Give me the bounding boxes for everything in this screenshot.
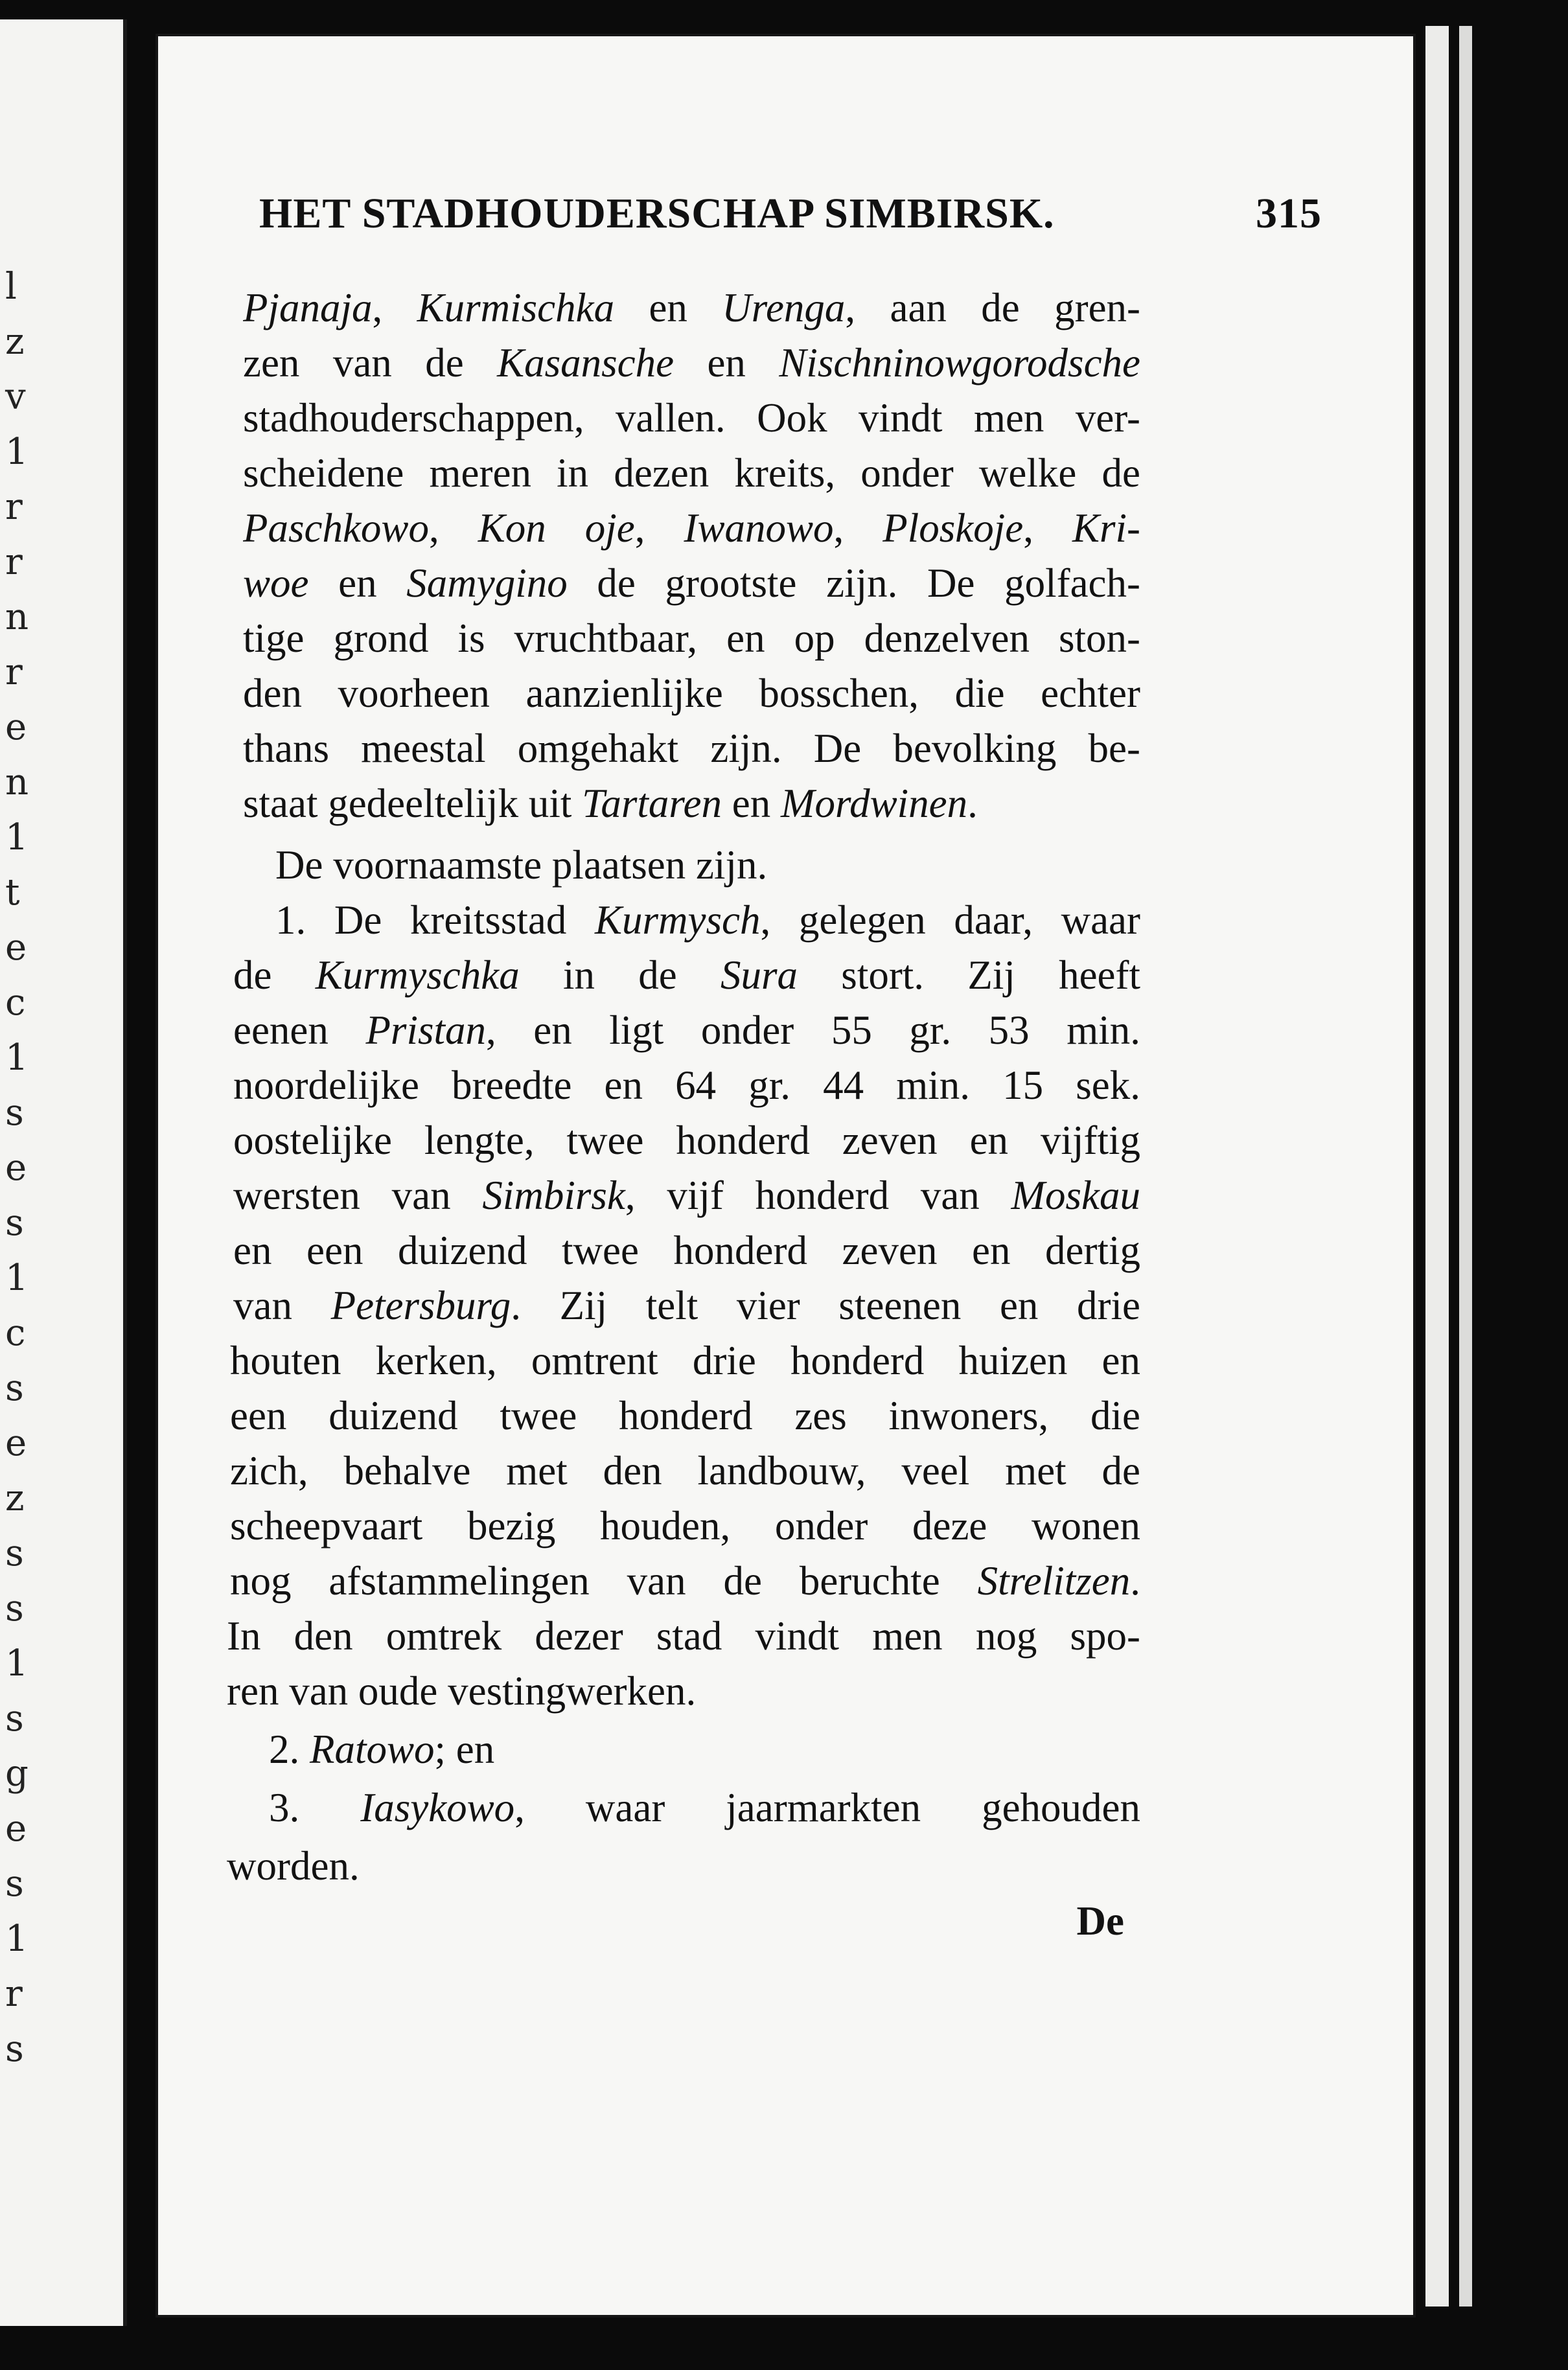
text-line [269, 1780, 1140, 1835]
left-page-edge [0, 19, 127, 2326]
text-segment: een duizend twee honderd zes inwoners, die [230, 1393, 1140, 1438]
text-segment: thans meestal omgehakt zijn. De bevolking be- [243, 726, 1140, 771]
text-line [243, 555, 1140, 611]
text-segment: den voorheen aanzienlijke bosschen, die echter [243, 671, 1140, 716]
running-head-title: HET STADHOUDERSCHAP SIMBIRSK. [259, 190, 1055, 237]
italic-segment: Kri- [1072, 505, 1140, 551]
left-page-fragment: e [5, 1422, 27, 1464]
left-page-fragment: e [5, 1808, 27, 1850]
italic-segment: Kurmysch [595, 897, 761, 943]
text-segment: , [1023, 505, 1072, 551]
left-page-fragment: 1 [5, 431, 29, 473]
text-line [243, 500, 1140, 556]
left-page-fragment: 1 [5, 1918, 29, 1960]
text-segment: , en ligt onder 55 gr. 53 min. [485, 1007, 1140, 1053]
text-line [243, 720, 1140, 776]
text-line [243, 280, 1140, 336]
text-line [230, 1498, 1140, 1554]
left-page-fragment: z [5, 1477, 25, 1519]
left-page-fragment: s [5, 1697, 24, 1740]
text-segment: , vijf honderd van [625, 1173, 1011, 1218]
text-segment: 1. De kreitsstad [275, 897, 595, 943]
running-head [259, 189, 1322, 247]
text-segment: , [634, 505, 684, 551]
italic-segment: Strelitzen [977, 1558, 1131, 1604]
italic-segment: Tartaren [582, 781, 722, 826]
text-segment: staat gedeeltelijk uit [243, 781, 582, 826]
text-segment: worden. [227, 1843, 360, 1889]
text-line [243, 390, 1140, 446]
text-segment: en [614, 285, 722, 330]
left-page-fragment: s [5, 1863, 24, 1905]
text-line [230, 1388, 1140, 1444]
book-page [156, 34, 1416, 2318]
left-page-fragment: 1 [5, 816, 29, 858]
italic-segment: Simbirsk [482, 1173, 625, 1218]
text-segment: van [233, 1283, 331, 1328]
text-segment: oostelijke lengte, twee honderd zeven en vijftig [233, 1118, 1140, 1163]
text-segment: zen van de [243, 340, 498, 385]
italic-segment: Pristan [365, 1007, 486, 1053]
text-segment: , gelegen daar, waar [760, 897, 1140, 943]
text-segment: zich, behalve met den landbouw, veel met de [230, 1448, 1140, 1493]
text-segment: . [1130, 1558, 1140, 1604]
text-line [275, 892, 1140, 948]
text-line [233, 1278, 1140, 1333]
text-line [243, 610, 1140, 666]
left-page-fragment: r [5, 651, 23, 693]
left-page-fragment: r [5, 486, 23, 528]
text-segment: ; en [434, 1727, 495, 1772]
left-page-fragment: s [5, 1202, 24, 1244]
text-line [243, 665, 1140, 721]
text-line [230, 1333, 1140, 1388]
italic-segment: Moskau [1011, 1173, 1140, 1218]
italic-segment: Kurmischka [417, 285, 615, 330]
left-page-fragment: 1 [5, 1642, 29, 1685]
text-line [243, 445, 1140, 501]
italic-segment: Pjanaja [243, 285, 373, 330]
left-page-fragment: c [5, 982, 26, 1024]
page-number: 315 [1256, 190, 1322, 237]
italic-segment: Kasansche [497, 340, 674, 385]
left-page-fragment: 1 [5, 1257, 29, 1299]
text-line [233, 1002, 1140, 1058]
text-line [230, 1553, 1140, 1609]
text-segment: houten kerken, omtrent drie honderd huizen en [230, 1338, 1140, 1383]
text-segment: , [833, 505, 883, 551]
text-line [275, 837, 1140, 893]
text-line [243, 335, 1140, 391]
text-segment: tige grond is vruchtbaar, en op denzelven ston- [243, 616, 1140, 661]
italic-segment: Kon oje [478, 505, 635, 551]
left-page-fragment: g [5, 1753, 29, 1795]
text-line [233, 1168, 1140, 1223]
text-segment: in de [519, 952, 721, 998]
text-segment: scheepvaart bezig houden, onder deze wonen [230, 1503, 1140, 1548]
text-line [233, 1057, 1140, 1113]
left-page-fragment: s [5, 1092, 24, 1134]
text-line [227, 1663, 1140, 1719]
left-page-fragment: t [5, 871, 20, 914]
catchword: De [1076, 1898, 1124, 1944]
left-page-fragment: z [5, 321, 25, 363]
italic-segment: Paschkowo [243, 505, 429, 551]
text-segment: De voornaamste plaatsen zijn. [275, 842, 768, 888]
left-page-fragment: r [5, 1973, 23, 2015]
text-segment: scheidene meren in dezen kreits, onder welke de [243, 450, 1140, 496]
italic-segment: Iasykowo [360, 1785, 515, 1830]
text-segment: de [233, 952, 316, 998]
text-segment: stadhouderschappen, vallen. Ook vindt men ver- [243, 395, 1140, 441]
left-page-fragment: s [5, 1367, 24, 1409]
text-segment: en een duizend twee honderd zeven en dertig [233, 1228, 1140, 1273]
text-segment: , waar jaarmarkten gehouden [514, 1785, 1140, 1830]
italic-segment: Sura [721, 952, 798, 998]
italic-segment: Ratowo [310, 1727, 435, 1772]
italic-segment: Mordwinen [780, 781, 968, 826]
left-page-fragment: e [5, 1147, 27, 1189]
text-segment: wersten van [233, 1173, 483, 1218]
italic-segment: Samygino [406, 560, 568, 606]
italic-segment: woe [243, 560, 309, 606]
text-segment: nog afstammelingen van de beruchte [230, 1558, 978, 1604]
italic-segment: Iwanowo [684, 505, 834, 551]
text-line [233, 1112, 1140, 1168]
italic-segment: Petersburg [330, 1283, 511, 1328]
text-segment: de grootste zijn. De golfach- [567, 560, 1140, 606]
italic-segment: Kurmyschka [315, 952, 520, 998]
left-page-fragment: r [5, 541, 23, 583]
left-page-fragment: n [5, 761, 29, 803]
text-segment: noordelijke breedte en 64 gr. 44 min. 15 sek. [233, 1063, 1140, 1108]
left-page-fragment: n [5, 596, 29, 638]
italic-segment: Nischninowgorodsche [779, 340, 1140, 385]
text-segment: , [428, 505, 478, 551]
text-segment: en [674, 340, 779, 385]
left-page-fragment: e [5, 926, 27, 969]
text-segment: . Zij telt vier steenen en drie [511, 1283, 1140, 1328]
text-line [269, 1721, 1140, 1777]
text-segment: eenen [233, 1007, 366, 1053]
text-line [233, 947, 1140, 1003]
text-line [230, 1443, 1140, 1499]
left-page-fragment: e [5, 706, 27, 748]
text-segment: . [967, 781, 978, 826]
text-segment: , aan de gren- [845, 285, 1140, 330]
text-line [233, 1223, 1140, 1278]
text-segment: In den omtrek dezer stad vindt men nog spo- [227, 1613, 1140, 1659]
page-stack-edge-2 [1459, 26, 1472, 2307]
text-segment: , [372, 285, 417, 330]
left-page-fragment: 1 [5, 1037, 29, 1079]
text-segment: 2. [269, 1727, 310, 1772]
text-segment: en [308, 560, 407, 606]
text-line [227, 1608, 1140, 1664]
page-stack-edge-1 [1425, 26, 1449, 2307]
text-line [227, 1838, 1140, 1894]
italic-segment: Ploskoje [882, 505, 1024, 551]
text-segment: en [722, 781, 781, 826]
text-segment: ren van oude vestingwerken. [227, 1668, 697, 1714]
left-page-fragment: c [5, 1312, 26, 1354]
text-segment: 3. [269, 1785, 361, 1830]
left-page-fragment: s [5, 1532, 24, 1574]
italic-segment: Urenga [722, 285, 846, 330]
left-page-fragment: v [5, 376, 26, 418]
left-page-fragment: s [5, 2028, 24, 2070]
text-line [243, 776, 1140, 831]
left-page-fragment: l [5, 266, 17, 308]
left-page-fragment: s [5, 1587, 24, 1629]
text-segment: stort. Zij heeft [798, 952, 1140, 998]
